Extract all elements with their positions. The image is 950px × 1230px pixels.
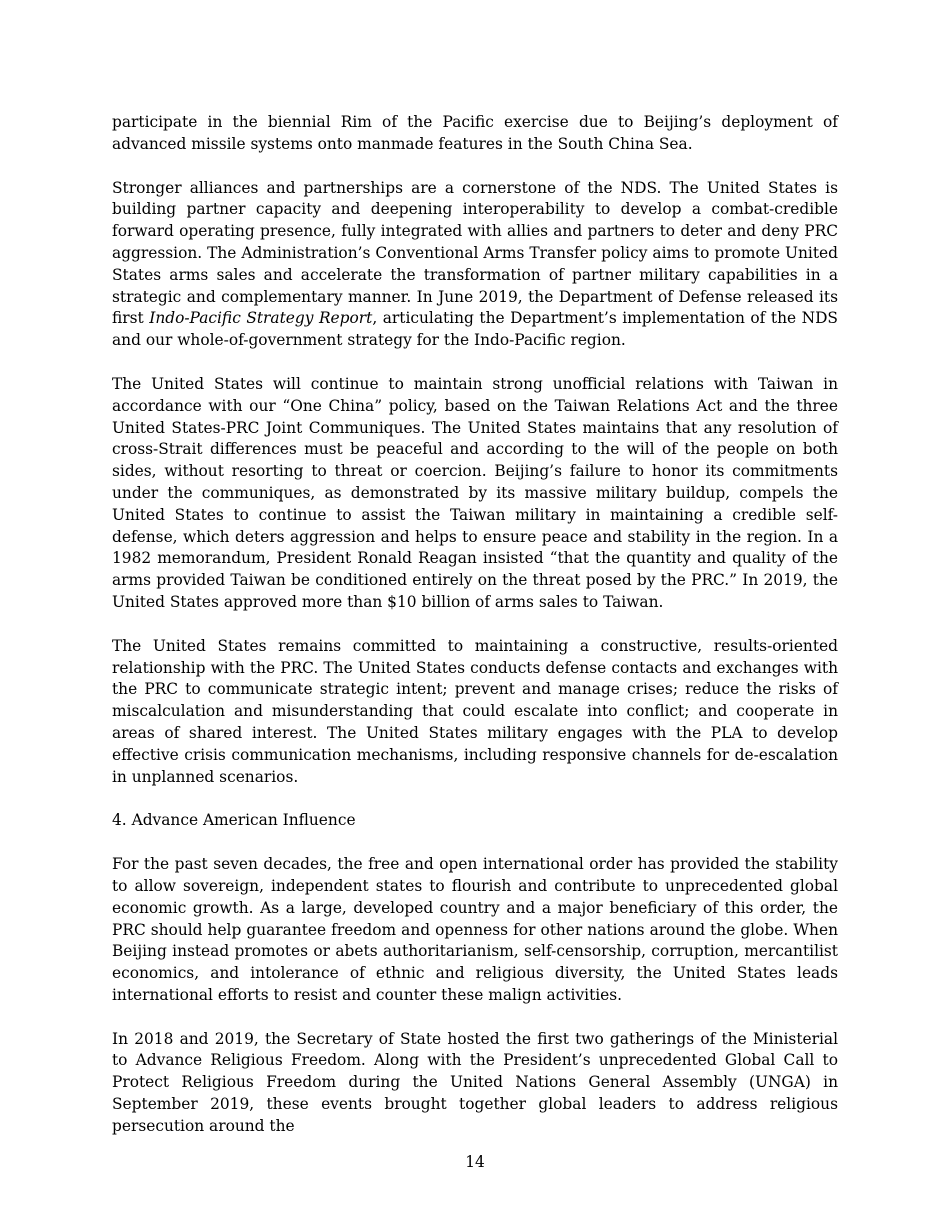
paragraph-prc-relationship: The United States remains committed to maintaining a constructive, results-oriented relationship with the PRC. The United States conducts defense contacts and exchanges with the PRC to communicate strategic intent; prevent and manage crises; reduce the risks of miscalculation and misunderstanding that could escalate into conflict; and cooperate in areas of shared interest. The United States military engages with the PLA to develop effective crisis communication mechanisms, including responsive channels for de-escalation in unplanned scenarios. bbox=[112, 636, 838, 786]
paragraph-alliances bbox=[112, 178, 838, 352]
report-title: Indo-Pacific Strategy Report bbox=[149, 309, 373, 328]
paragraph-alliances-tail: , articulating the Department’s implementation of the NDS and our whole-of-government strategy for the Indo-Pacific region. bbox=[112, 309, 838, 350]
section-heading: 4. Advance American Influence bbox=[112, 811, 356, 830]
paragraph-religious-freedom: In 2018 and 2019, the Secretary of State hosted the first two gatherings of the Ministerial to Advance Religious Freedom. Along with the President’s unprecedented Global Call to Protect Religious Freedom during the United Nations General Assembly (UNGA) in September 2019, these events brought together global leaders to address religious persecution around the bbox=[112, 1029, 838, 1135]
paragraph-international-order: For the past seven decades, the free and open international order has provided the stability to allow sovereign, independent states to flourish and contribute to unprecedented global economic growth. As a large, developed country and a major beneficiary of this order, the PRC should help guarantee freedom and openness for other nations around the globe. When Beijing instead promotes or abets authoritarianism, self-censorship, corruption, mercantilist economics, and intolerance of ethnic and religious diversity, the United States leads international efforts to resist and counter these malign activities. bbox=[112, 855, 838, 1004]
paragraph-taiwan: The United States will continue to maintain strong unofficial relations with Taiwan in accordance with our “One China” policy, based on the Taiwan Relations Act and the three United States-PRC Joint Communiques. The United States maintains that any resolution of cross-Strait differences must be peaceful and according to the will of the people on both sides, without resorting to threat or coercion. Beijing’s failure to honor its commitments under the communiques, as demonstrated by its massive military buildup, compels the United States to continue to assist the Taiwan military in maintaining a credible self-defense, which deters aggression and helps to ensure peace and stability in the region. In a 1982 memorandum, President Ronald Reagan insisted “that the quantity and quality of the arms provided Taiwan be conditioned entirely on the threat posed by the PRC.” In 2019, the United States approved more than $10 billion of arms sales to Taiwan. bbox=[112, 374, 838, 611]
page-number: 14 bbox=[465, 1153, 485, 1171]
paragraph-rimpac: participate in the biennial Rim of the Pacific exercise due to Beijing’s deployment of advanced missile systems onto manmade features in the South China Sea. bbox=[112, 113, 838, 153]
page-body bbox=[112, 112, 838, 1160]
paragraph-alliances-text: Stronger alliances and partnerships are a cornerstone of the NDS. The United States is building partner capacity and deepening interoperability to develop a combat-credible forward operating presence, fully integrated with allies and partners to deter and deny PRC aggression. The Administration’s Conventional Arms Transfer policy aims to promote United States arms sales and accelerate the transformation of partner military capabilities in a strategic and complementary manner. In June 2019, the Department of Defense released its first bbox=[112, 178, 838, 328]
